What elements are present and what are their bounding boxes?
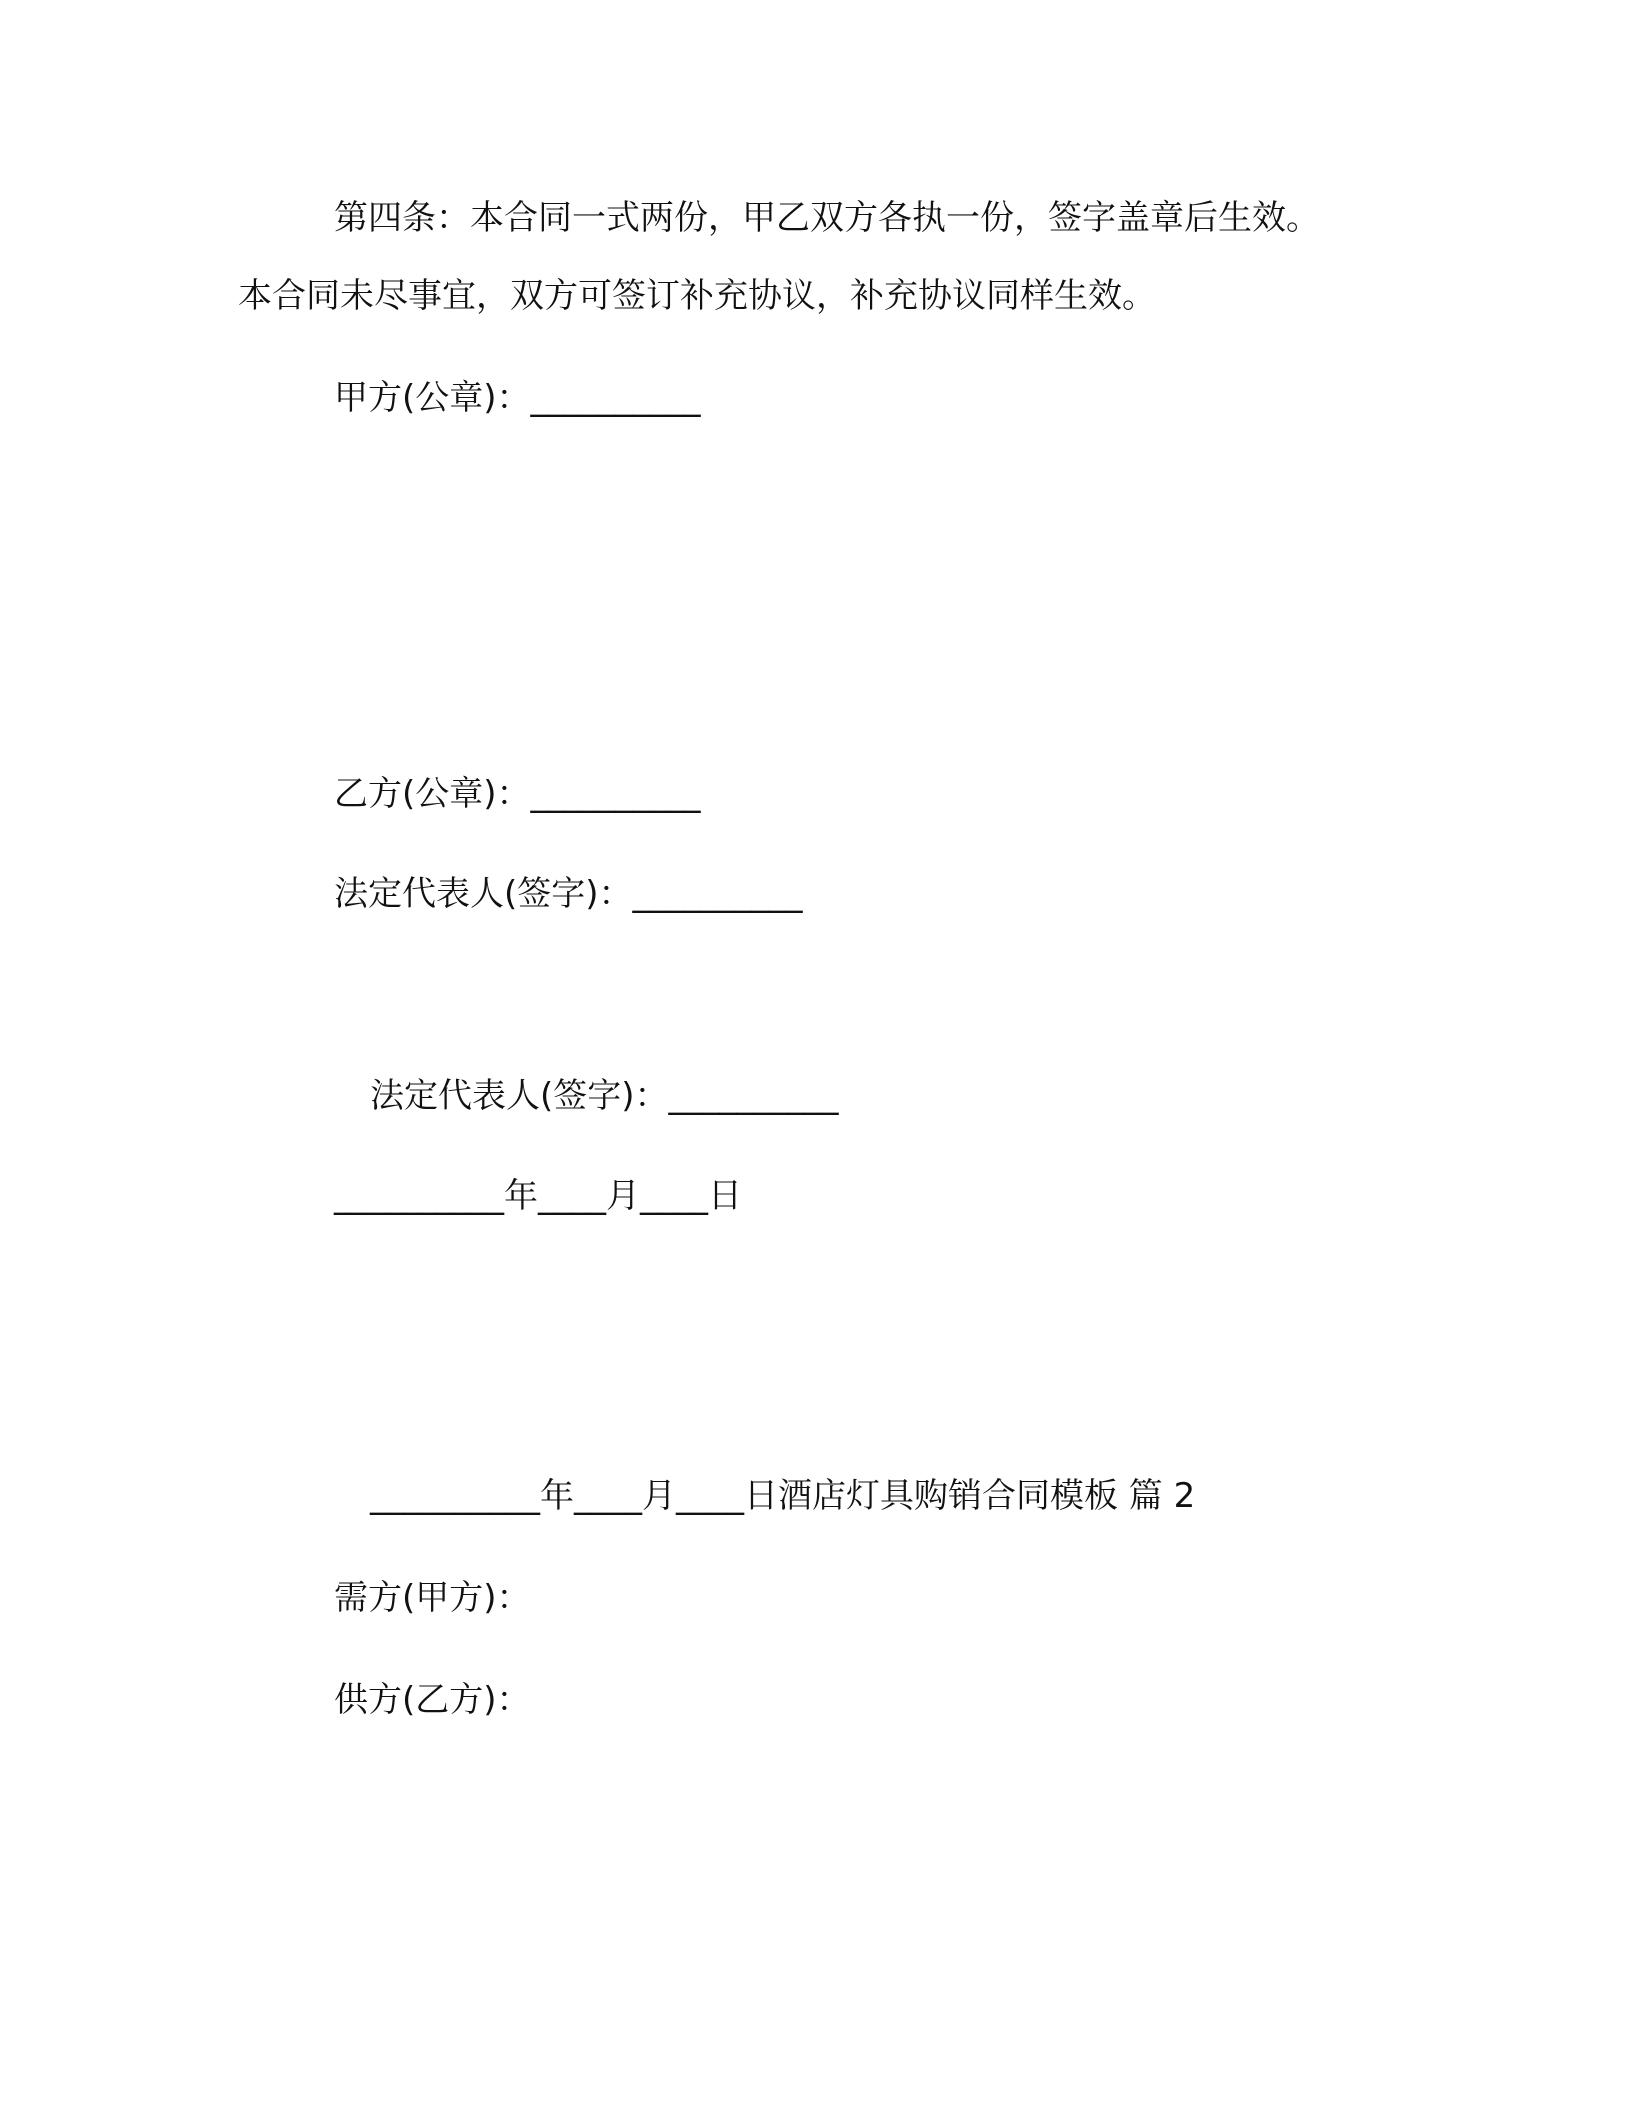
buyer-party-a-label: 需方(甲方)： xyxy=(334,1578,531,1618)
legal-representative-signature-line: 法定代表人(签字)：__________ xyxy=(334,874,803,914)
legal-representative-signature-line-2: 法定代表人(签字)：__________ xyxy=(370,1076,839,1116)
party-b-seal-line: 乙方(公章)：__________ xyxy=(334,774,701,814)
party-a-seal-line: 甲方(公章)：__________ xyxy=(334,378,701,418)
contract-title-section-2: __________年____月____日酒店灯具购销合同模板 篇 2 xyxy=(370,1476,1196,1516)
article-4-paragraph-line-2: 本合同未尽事宜，双方可签订补充协议，补充协议同样生效。 xyxy=(238,276,1156,316)
date-line: __________年____月____日 xyxy=(334,1176,742,1216)
supplier-party-b-label: 供方(乙方)： xyxy=(334,1680,531,1720)
article-4-paragraph-line-1: 第四条：本合同一式两份，甲乙双方各执一份，签字盖章后生效。 xyxy=(334,198,1320,238)
